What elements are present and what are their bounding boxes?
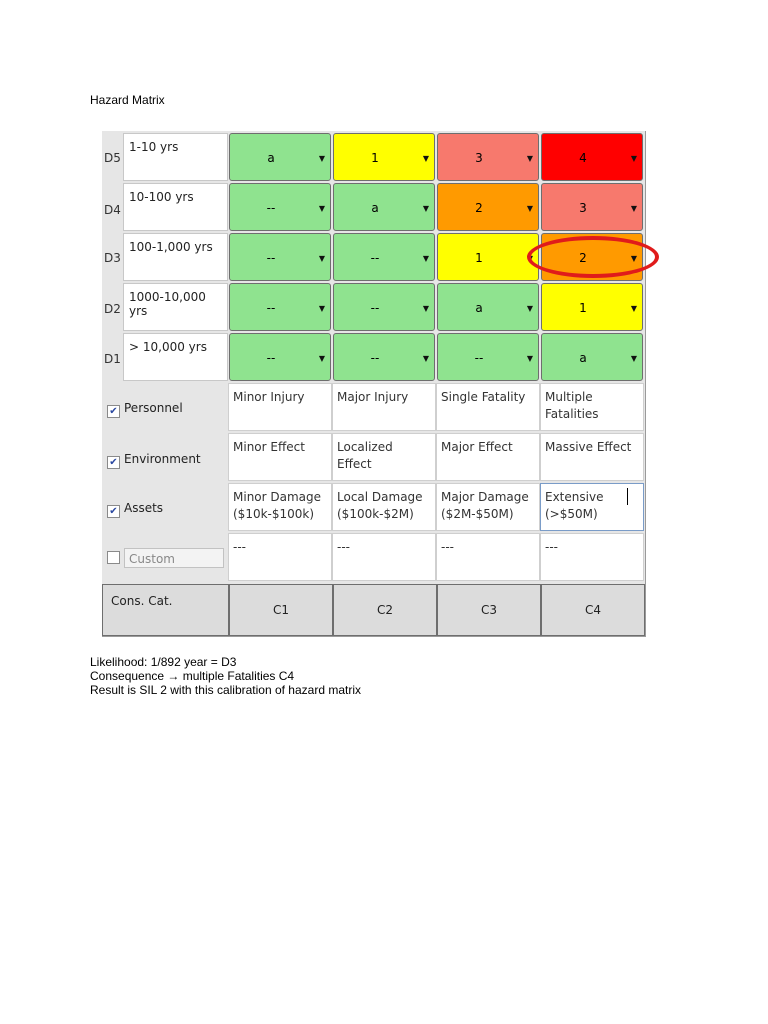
risk-cell-d2-c1[interactable] [229, 283, 331, 331]
dropdown-arrow-icon[interactable]: ▼ [526, 304, 533, 313]
dropdown-arrow-icon[interactable]: ▼ [422, 204, 429, 213]
risk-cell-d3-c2[interactable] [333, 233, 435, 281]
consequence-note: Consequence → multiple Fatalities C4 [90, 669, 295, 683]
personnel-checkbox[interactable]: ✔ [107, 405, 120, 418]
risk-value: -- [474, 351, 484, 365]
result-note: Result is SIL 2 with this calibration of hazard matrix [90, 683, 362, 697]
risk-cell-d4-c3[interactable] [437, 183, 539, 231]
risk-value: a [579, 351, 587, 365]
risk-value: 1 [579, 301, 587, 315]
description-environment-c4[interactable]: Massive Effect [540, 433, 644, 481]
risk-cell-d5-c1[interactable] [229, 133, 331, 181]
risk-value: -- [370, 301, 380, 315]
row-code-d4: D4 [104, 203, 121, 217]
assets-checkbox[interactable]: ✔ [107, 505, 120, 518]
dropdown-arrow-icon[interactable]: ▼ [318, 204, 325, 213]
custom-checkbox[interactable] [107, 551, 120, 564]
description-text: Extensive (>$50M) [545, 490, 604, 521]
category-personnel [107, 401, 183, 418]
likelihood-label-d4: 10-100 yrs [123, 183, 228, 231]
likelihood-label-d1: > 10,000 yrs [123, 333, 228, 381]
risk-cell-d1-c4[interactable] [541, 333, 643, 381]
risk-value: -- [370, 251, 380, 265]
category-assets [107, 501, 163, 518]
dropdown-arrow-icon[interactable]: ▼ [630, 304, 637, 313]
page-title: Hazard Matrix [90, 93, 165, 107]
highlight-circle [527, 236, 659, 278]
risk-cell-d2-c2[interactable] [333, 283, 435, 331]
risk-value: -- [266, 351, 276, 365]
risk-cell-d4-c1[interactable] [229, 183, 331, 231]
column-header-c3: C3 [437, 584, 541, 636]
risk-cell-d2-c3[interactable] [437, 283, 539, 331]
risk-cell-d3-c1[interactable] [229, 233, 331, 281]
dropdown-arrow-icon[interactable]: ▼ [630, 254, 637, 263]
dropdown-arrow-icon[interactable]: ▼ [422, 254, 429, 263]
row-code-d1: D1 [104, 352, 121, 366]
environment-checkbox[interactable]: ✔ [107, 456, 120, 469]
description-assets-c2[interactable]: Local Damage ($100k-$2M) [332, 483, 436, 531]
dropdown-arrow-icon[interactable]: ▼ [318, 354, 325, 363]
dropdown-arrow-icon[interactable]: ▼ [630, 204, 637, 213]
dropdown-arrow-icon[interactable]: ▼ [630, 354, 637, 363]
dropdown-arrow-icon[interactable]: ▼ [526, 154, 533, 163]
risk-value: a [475, 301, 483, 315]
risk-cell-d5-c4[interactable] [541, 133, 643, 181]
risk-cell-d1-c1[interactable] [229, 333, 331, 381]
description-environment-c3[interactable]: Major Effect [436, 433, 540, 481]
column-header-c2: C2 [333, 584, 437, 636]
risk-value: 3 [579, 201, 587, 215]
description-personnel-c4[interactable]: Multiple Fatalities [540, 383, 644, 431]
likelihood-label-d3: 100-1,000 yrs [123, 233, 228, 281]
description-personnel-c3[interactable]: Single Fatality [436, 383, 540, 431]
description-personnel-c1[interactable]: Minor Injury [228, 383, 332, 431]
description-assets-c3[interactable]: Major Damage ($2M-$50M) [436, 483, 540, 531]
description-environment-c1[interactable]: Minor Effect [228, 433, 332, 481]
dropdown-arrow-icon[interactable]: ▼ [318, 254, 325, 263]
risk-cell-d3-c3[interactable] [437, 233, 539, 281]
dropdown-arrow-icon[interactable]: ▼ [318, 154, 325, 163]
risk-value: 1 [475, 251, 483, 265]
description-assets-c4[interactable] [540, 483, 644, 531]
category-environment [107, 452, 201, 469]
text-cursor [627, 488, 628, 505]
description-custom-c1[interactable]: --- [228, 533, 332, 581]
row-code-d2: D2 [104, 302, 121, 316]
risk-value: -- [370, 351, 380, 365]
dropdown-arrow-icon[interactable]: ▼ [318, 304, 325, 313]
column-header-c1: C1 [229, 584, 333, 636]
dropdown-arrow-icon[interactable]: ▼ [422, 304, 429, 313]
dropdown-arrow-icon[interactable]: ▼ [526, 254, 533, 263]
likelihood-label-d5: 1-10 yrs [123, 133, 228, 181]
likelihood-note: Likelihood: 1/892 year = D3 [90, 655, 237, 669]
risk-value: -- [266, 301, 276, 315]
risk-value: 1 [371, 151, 379, 165]
description-environment-c2[interactable]: Localized Effect [332, 433, 436, 481]
risk-value: a [267, 151, 275, 165]
category-custom [107, 548, 224, 568]
risk-cell-d5-c2[interactable] [333, 133, 435, 181]
column-header-c4: C4 [541, 584, 645, 636]
dropdown-arrow-icon[interactable]: ▼ [630, 154, 637, 163]
risk-value: 3 [475, 151, 483, 165]
description-custom-c2[interactable]: --- [332, 533, 436, 581]
risk-value: -- [266, 251, 276, 265]
category-label: Assets [124, 501, 164, 515]
category-label: Personnel [124, 401, 183, 415]
risk-value: -- [266, 201, 276, 215]
row-code-d3: D3 [104, 251, 121, 265]
risk-cell-d2-c4[interactable] [541, 283, 643, 331]
description-assets-c1[interactable]: Minor Damage ($10k-$100k) [228, 483, 332, 531]
risk-cell-d4-c2[interactable] [333, 183, 435, 231]
dropdown-arrow-icon[interactable]: ▼ [526, 204, 533, 213]
description-custom-c3[interactable]: --- [436, 533, 540, 581]
risk-cell-d1-c2[interactable] [333, 333, 435, 381]
risk-value: a [371, 201, 379, 215]
custom-category-input[interactable]: Custom [124, 548, 224, 568]
risk-cell-d1-c3[interactable] [437, 333, 539, 381]
likelihood-label-d2: 1000-10,000 yrs [123, 283, 228, 331]
risk-value: 2 [579, 251, 587, 265]
consequence-category-label: Cons. Cat. [102, 584, 229, 636]
risk-value: 4 [579, 151, 587, 165]
hazard-matrix [102, 131, 646, 637]
description-custom-c4[interactable]: --- [540, 533, 644, 581]
notes [90, 655, 361, 697]
risk-value: 2 [475, 201, 483, 215]
risk-cell-d4-c4[interactable] [541, 183, 643, 231]
dropdown-arrow-icon[interactable]: ▼ [422, 354, 429, 363]
dropdown-arrow-icon[interactable]: ▼ [422, 154, 429, 163]
description-personnel-c2[interactable]: Major Injury [332, 383, 436, 431]
category-label: Environment [124, 452, 201, 466]
dropdown-arrow-icon[interactable]: ▼ [526, 354, 533, 363]
row-code-d5: D5 [104, 151, 121, 165]
risk-cell-d5-c3[interactable] [437, 133, 539, 181]
